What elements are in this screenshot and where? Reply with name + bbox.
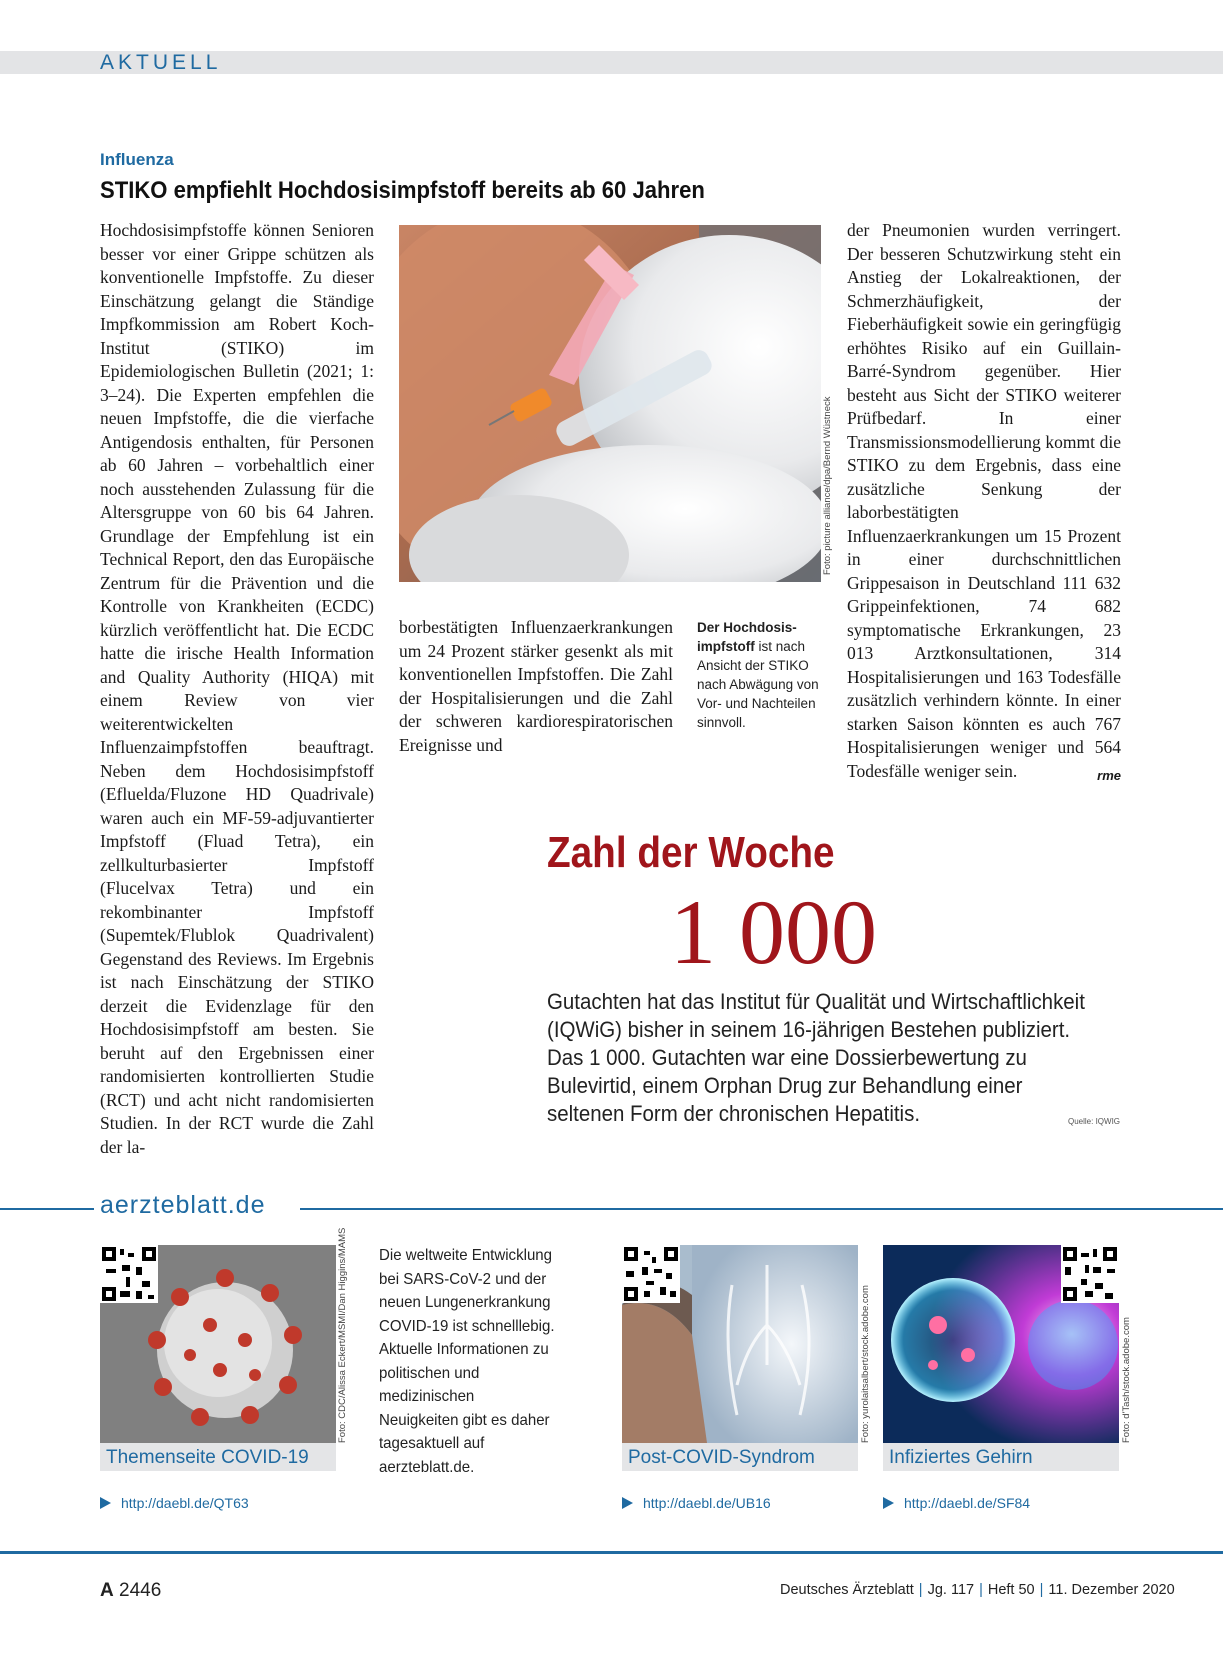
article-column-2: borbestätigten Influenzaerkrankungen um 24 Prozent stärker gesenkt als mit konventionellen Impfstoffen. Die Zahl der Hospitalisierungen und die Zahl der schweren kardiorespiratorischen Ereignisse und bbox=[399, 617, 673, 755]
vaccination-photo bbox=[399, 225, 821, 582]
link-url[interactable]: http://daebl.de/UB16 bbox=[643, 1495, 771, 1511]
tile-brain-image[interactable] bbox=[883, 1245, 1119, 1443]
tile-label-covid19[interactable]: Themenseite COVID-19 bbox=[100, 1443, 336, 1471]
qr-code-icon bbox=[100, 1245, 158, 1303]
page-number bbox=[100, 1580, 161, 1602]
link-post-covid[interactable] bbox=[622, 1495, 771, 1511]
link-url[interactable]: http://daebl.de/QT63 bbox=[121, 1495, 249, 1511]
tile-label-post-covid[interactable]: Post-COVID-Syndrom bbox=[622, 1443, 858, 1471]
journal-name: Deutsches Ärzteblatt bbox=[780, 1582, 914, 1598]
photo-caption bbox=[697, 618, 827, 732]
link-url[interactable]: http://daebl.de/SF84 bbox=[904, 1495, 1031, 1511]
journal-date: 11. Dezember 2020 bbox=[1048, 1582, 1175, 1598]
footer-info: Deutsches Ärzteblatt | Jg. 117 | Heft 50 | 11. Dezember 2020 bbox=[780, 1582, 1175, 1598]
zdw-text: Gutachten hat das Institut für Qualität und Wirtschaftlichkeit (IQWiG) bisher in seinem 16-jährigen Bestehen publiziert. Das 1 000. Gutachten war eine Dossierbewertung zu Bulevirtid, einem Orphan Drug zur Behandlung einer seltenen Form der chronischen Hepatitis. bbox=[547, 989, 1085, 1126]
journal-volume: Jg. 117 bbox=[927, 1582, 975, 1598]
link-covid19[interactable] bbox=[100, 1495, 249, 1511]
caption-bold: Der Hochdosisimpfstoff bbox=[697, 620, 797, 654]
zdw-number: 1 000 bbox=[670, 881, 877, 983]
page-number-value: 2446 bbox=[119, 1580, 162, 1601]
play-arrow-icon bbox=[883, 1497, 894, 1509]
play-arrow-icon bbox=[622, 1497, 633, 1509]
aerzteblatt-intro: Die weltweite Entwicklung bei SARS-CoV-2 und der neuen Lungenerkrankung COVID-19 ist schnelllebig. Aktuelle Informationen zu politischen und medizinischen Neuigkeiten gibt es daher tagesaktuell auf aerzteblatt.de. bbox=[379, 1247, 555, 1476]
article-headline: STIKO empfiehlt Hochdosisimpfstoff bereits ab 60 Jahren bbox=[100, 177, 705, 204]
qr-code-icon bbox=[1061, 1245, 1119, 1303]
footer-divider bbox=[0, 1551, 1223, 1554]
play-arrow-icon bbox=[100, 1497, 111, 1509]
article-column-3-text: der Pneumonien wurden verringert. Der besseren Schutzwirkung steht ein Anstieg der Lokalreaktionen, der Schmerzhäufigkeit, der Fieberhäufigkeit sowie ein geringfügig erhöhtes Risiko auf ein Guillain-Barré-Syndrom gegenüber. Hier besteht aus Sicht der STIKO weiterer Prüfbedarf. In einer Transmissionsmodellierung kommt die STIKO zu dem Ergebnis, dass eine zusätzliche Senkung der laborbestätigten Influenzaerkrankungen um 15 Prozent in einer durchschnittlichen Grippesaison in Deutschland 111 632 Grippeinfektionen, 74 682 symptomatische Erkrankungen, 23 013 Arztkonsultationen, 314 Hospitalisierungen und 163 Todesfälle zusätzlich verhindern könnte. In einer starken Saison könnten es auch 767 Hospitalisierungen weniger und 564 Todesfälle weniger sein. bbox=[847, 220, 1121, 781]
zdw-source: Quelle: IQWIG bbox=[1068, 1117, 1121, 1126]
divider-left bbox=[0, 1208, 94, 1210]
aerzteblatt-title: aerzteblatt.de bbox=[100, 1191, 266, 1219]
article-column-3 bbox=[847, 219, 1121, 787]
caption-text: ist nach Ansicht der STIKO nach Abwägung von Vor- und Nachteilen sinnvoll. bbox=[697, 639, 819, 730]
article-kicker: Influenza bbox=[100, 150, 174, 169]
qr-code-icon bbox=[622, 1245, 680, 1303]
author-signature: rme bbox=[1097, 767, 1121, 783]
photo-credit: Foto: picture alliance/dpa/Bernd Wüstneck bbox=[822, 396, 833, 575]
page-prefix: A bbox=[100, 1580, 114, 1601]
tile-label-brain[interactable]: Infiziertes Gehirn bbox=[883, 1443, 1119, 1471]
link-brain[interactable] bbox=[883, 1495, 1030, 1511]
section-label: AKTUELL bbox=[100, 51, 222, 74]
tile-credit-1: Foto: CDC/Alissa Eckert/MSMI/Dan Higgins/MAMS bbox=[337, 1227, 348, 1443]
tile-credit-3: Foto: d'Tash/stock.adobe.com bbox=[1121, 1317, 1132, 1443]
tile-covid19-image[interactable] bbox=[100, 1245, 336, 1443]
article-column-1: Hochdosisimpfstoffe können Senioren besser vor einer Grippe schützen als konventionelle Impfstoffe. Zu dieser Einschätzung gelangt die Ständige Impfkommission am Robert Koch-Institut (STIKO) im Epidemiologischen Bulletin (2021; 1: 3–24). Die Experten empfehlen die neuen Impfstoffe, die die vierfache Antigendosis enthalten, für Personen ab 60 Jahren – vorbehaltlich einer noch ausstehenden Zulassung für die Altersgruppe von 60 bis 64 Jahren. Grundlage der Empfehlung ist ein Technical Report, den das Europäische Zentrum für die Prävention und die Kontrolle von Krankheiten (ECDC) kürzlich veröffentlicht hat. Die ECDC hatte die irische Health Information and Quality Authority (HIQA) mit einem Review von vier weiterentwickelten Influenzaimpfstoffen beauftragt. Neben dem Hochdosisimpfstoff (Efluelda/Fluzone HD Quadrivale) waren auch ein MF-59-adjuvantierter Impfstoff (Fluad Tetra), ein zellkulturbasierter Impfstoff (Flucelvax Tetra) und ein rekombinanter Impfstoff (Supemtek/Flublok Quadrivalent) Gegenstand des Reviews. Im Ergebnis ist nach Einschätzung der STIKO derzeit die Evidenzlage für den Hochdosisimpfstoff am besten. Sie beruht auf den Ergebnissen einer randomisierten kontrollierten Studie (RCT) und acht nicht randomisierten Studien. In der RCT wurde die Zahl der la- bbox=[100, 220, 374, 1157]
zdw-title: Zahl der Woche bbox=[547, 828, 835, 877]
journal-issue: Heft 50 bbox=[987, 1582, 1035, 1598]
tile-post-covid-image[interactable] bbox=[622, 1245, 858, 1443]
tile-credit-2: Foto: yurolaitsalbert/stock.adobe.com bbox=[860, 1285, 871, 1443]
divider-right bbox=[300, 1208, 1223, 1210]
